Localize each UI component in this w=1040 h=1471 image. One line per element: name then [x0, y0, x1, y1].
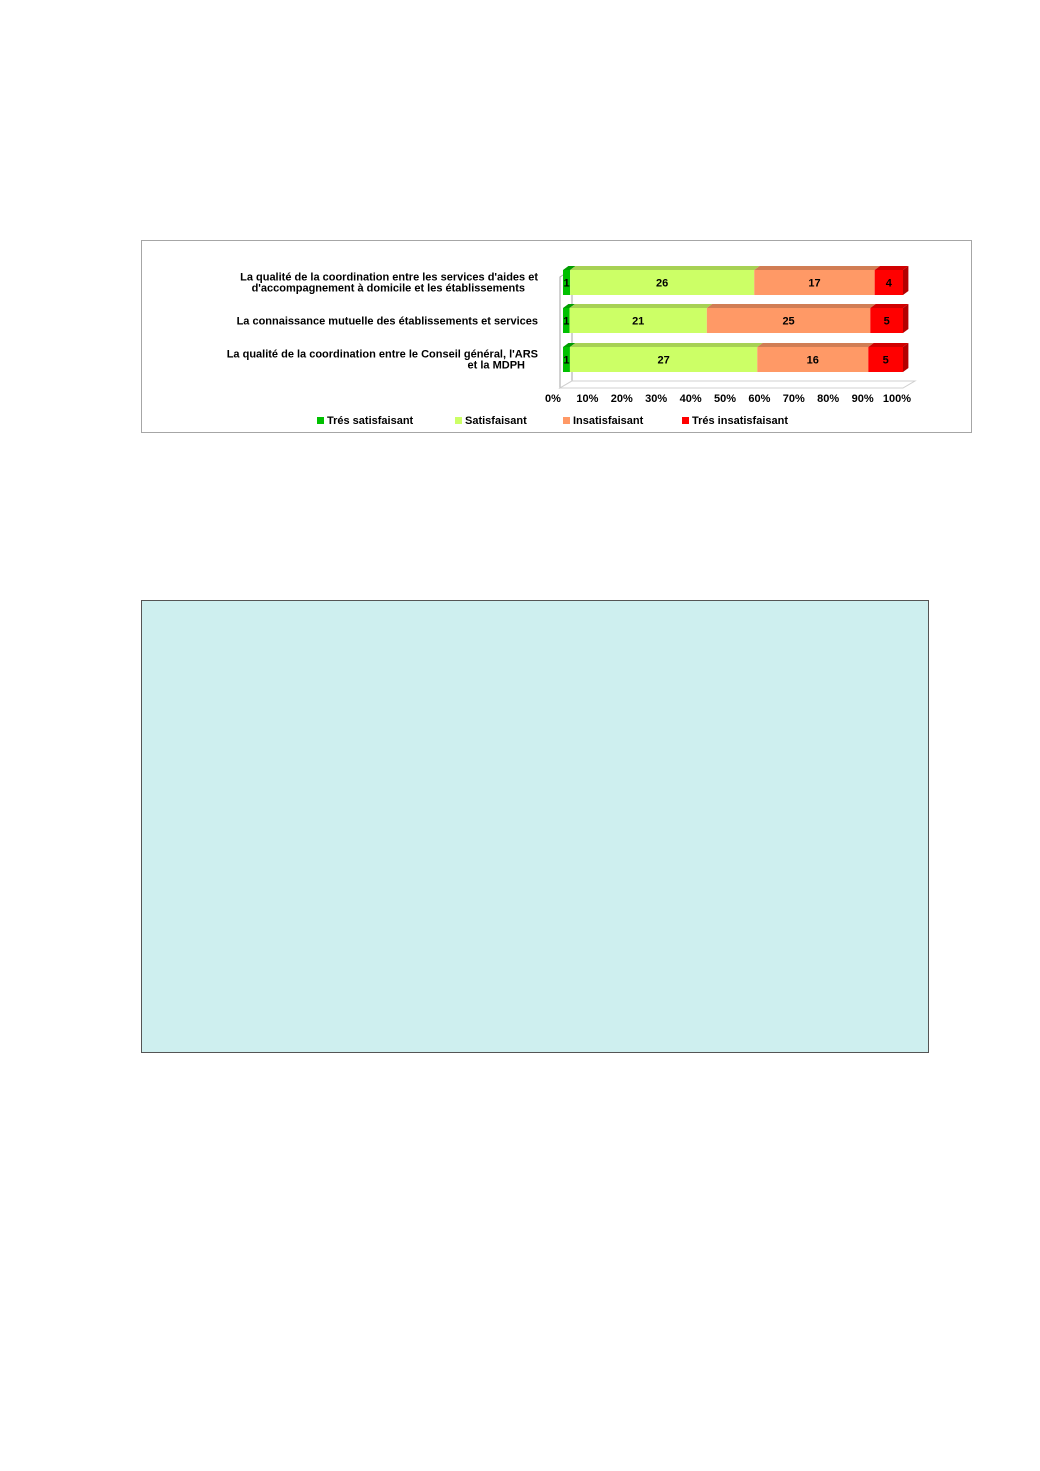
bar-side-face [903, 266, 908, 295]
empty-text-box [141, 600, 929, 1053]
category-label: La connaissance mutuelle des établissements et services [236, 315, 538, 328]
legend-entry: Trés satisfaisant [327, 415, 414, 427]
legend-entry: Satisfaisant [465, 415, 527, 427]
data-label: 21 [632, 315, 645, 328]
data-label: 4 [885, 277, 892, 290]
x-tick-label: 80% [817, 393, 840, 405]
x-tick-label: 90% [851, 393, 874, 405]
legend-swatch [317, 417, 324, 424]
x-tick-label: 40% [679, 393, 702, 405]
bar-top-face [870, 304, 908, 308]
bar-side-face [903, 343, 908, 372]
bar-top-face [570, 266, 760, 270]
data-label: 1 [563, 354, 570, 367]
bar-top-face [570, 304, 713, 308]
data-label: 5 [882, 354, 889, 367]
category-label: d'accompagnement à domicile et les établissements [251, 282, 525, 295]
legend-swatch [455, 417, 462, 424]
data-label: 17 [808, 277, 821, 290]
bar-top-face [868, 343, 908, 347]
chart-frame [141, 240, 972, 433]
bar-side-face [903, 304, 908, 333]
x-tick-label: 30% [645, 393, 668, 405]
stacked-bar-chart [142, 241, 973, 434]
data-label: 5 [883, 315, 890, 328]
x-tick-label: 70% [782, 393, 805, 405]
x-tick-label: 0% [545, 393, 561, 405]
legend-swatch [682, 417, 689, 424]
category-label: La qualité de la coordination entre le Conseil général, l'ARS [226, 348, 538, 361]
legend-swatch [563, 417, 570, 424]
bar-top-face [875, 266, 909, 270]
category-label: et la MDPH [467, 359, 525, 372]
legend-entry: Insatisfaisant [573, 415, 644, 427]
x-tick-label: 60% [748, 393, 771, 405]
bar-top-face [754, 266, 880, 270]
bar-top-face [757, 343, 873, 347]
category-label: La qualité de la coordination entre les services d'aides et [240, 271, 538, 284]
legend-entry: Trés insatisfaisant [692, 415, 788, 427]
data-label: 16 [806, 354, 819, 367]
x-tick-label: 50% [713, 393, 737, 405]
data-label: 1 [563, 315, 570, 328]
bar-top-face [570, 343, 763, 347]
x-tick-label: 20% [610, 393, 633, 405]
data-label: 26 [656, 277, 669, 290]
chart-floor [560, 381, 915, 388]
data-label: 25 [782, 315, 795, 328]
data-label: 27 [657, 354, 670, 367]
data-label: 1 [563, 277, 570, 290]
bar-top-face [707, 304, 876, 308]
x-tick-label: 10% [576, 393, 599, 405]
x-tick-label: 100% [882, 393, 912, 405]
